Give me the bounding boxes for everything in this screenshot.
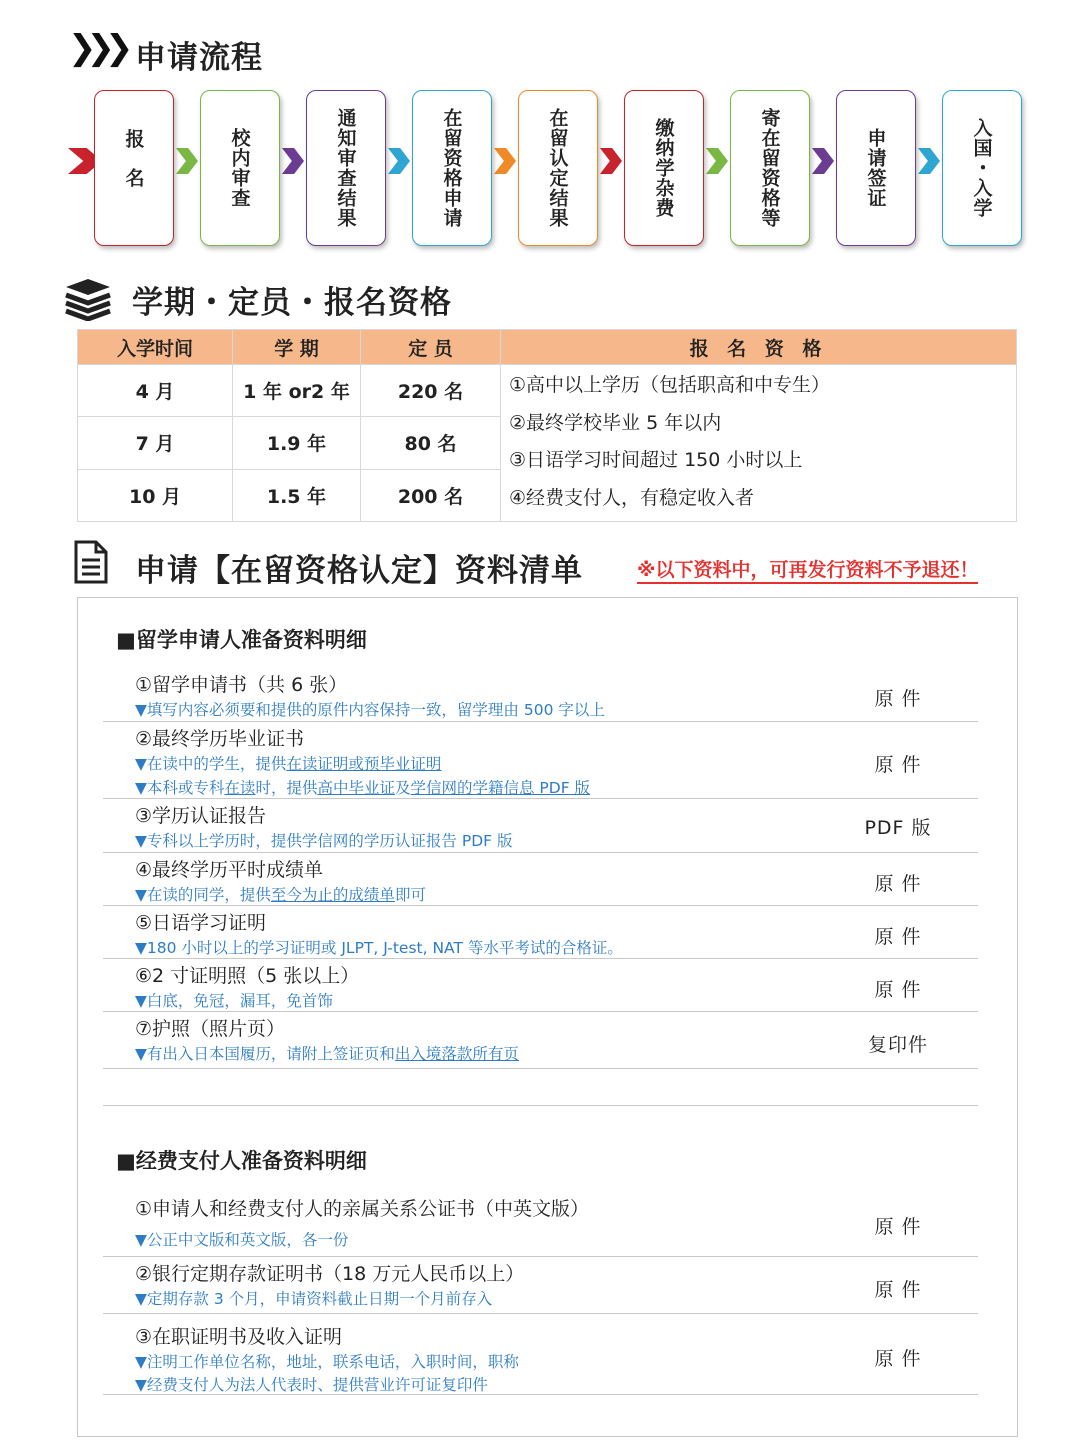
qualification-item: ④经费支付人，有稳定收入者 <box>509 486 755 509</box>
process-title: 申请流程 <box>135 40 263 76</box>
terms-title: 学期・定员・报名资格 <box>132 285 452 321</box>
warning-note: ※以下资料中，可再发行资料不予退还！ <box>637 555 978 584</box>
item-note: ▼专科以上学历时，提供学信网的学历认证报告 PDF 版 <box>135 832 513 850</box>
item-type: PDF 版 <box>864 817 932 839</box>
item-type: 原 件 <box>874 979 922 1001</box>
cell-month: 4 月 <box>78 365 233 417</box>
item-type: 原 件 <box>874 926 922 948</box>
list-item <box>103 906 978 959</box>
process-step: 在留资格申请 <box>412 90 492 246</box>
list-item <box>103 799 978 853</box>
item-name: ①留学申请书（共 6 张） <box>135 674 348 696</box>
item-note: ▼在读的同学，提供至今为止的成绩单即可 <box>135 886 426 904</box>
item-name: ②最终学历毕业证书 <box>135 728 305 750</box>
document-icon <box>74 540 108 584</box>
item-note: ▼经费支付人为法人代表时、提供营业许可证复印件 <box>135 1376 488 1394</box>
list-item <box>103 1320 978 1395</box>
arrow-icon <box>600 148 622 174</box>
item-note: ▼180 小时以上的学习证明或 JLPT, J-test, NAT 等水平考试的合格证。 <box>135 939 623 957</box>
item-name: ③在职证明书及收入证明 <box>135 1326 343 1348</box>
item-type: 原 件 <box>874 1348 922 1370</box>
item-name: ①申请人和经费支付人的亲属关系公证书（中英文版） <box>135 1198 590 1220</box>
cell-term: 1 年 or2 年 <box>233 365 361 417</box>
list-item <box>103 853 978 906</box>
item-type: 原 件 <box>874 873 922 895</box>
cell-quota: 220 名 <box>361 365 501 417</box>
column-header: 学 期 <box>233 330 361 365</box>
item-note: ▼有出入日本国履历，请附上签证页和出入境落款所有页 <box>135 1045 519 1063</box>
process-step: 寄在留资格等 <box>730 90 810 246</box>
item-type: 原 件 <box>874 1216 922 1238</box>
qualification-item: ①高中以上学历（包括职高和中专生） <box>509 374 831 396</box>
arrow-icon <box>176 148 198 174</box>
item-note: ▼公正中文版和英文版，各一份 <box>135 1231 349 1249</box>
cell-month: 7 月 <box>78 417 233 469</box>
cell-quota: 200 名 <box>361 469 501 521</box>
item-name: ④最终学历平时成绩单 <box>135 859 324 881</box>
documents-list <box>77 597 1018 1437</box>
item-type: 原 件 <box>874 688 922 710</box>
process-step: 缴纳学杂费 <box>624 90 704 246</box>
list-item <box>103 722 978 799</box>
item-note: ▼定期存款 3 个月，申请资料截止日期一个月前存入 <box>135 1290 493 1308</box>
qualification-item: ②最终学校毕业 5 年以内 <box>509 411 722 434</box>
arrow-icon <box>812 148 834 174</box>
item-note: ▼白底，免冠，漏耳，免首饰 <box>135 992 333 1010</box>
table-row <box>78 365 1017 417</box>
item-name: ②银行定期存款证明书（18 万元人民币以上） <box>135 1263 525 1285</box>
item-type: 复印件 <box>867 1034 928 1056</box>
column-header: 报 名 资 格 <box>501 330 1017 365</box>
table-header-row <box>78 330 1017 365</box>
column-header: 入学时间 <box>78 330 233 365</box>
arrow-icon <box>282 148 304 174</box>
arrow-icon <box>388 148 410 174</box>
process-step: 校内审查 <box>200 90 280 246</box>
sponsor-section-title: ■经费支付人准备资料明细 <box>116 1149 367 1173</box>
column-header: 定 员 <box>361 330 501 365</box>
process-step: 申请签证 <box>836 90 916 246</box>
cell-quota: 80 名 <box>361 417 501 469</box>
item-name: ⑤日语学习证明 <box>135 912 267 934</box>
books-icon <box>64 277 112 321</box>
arrow-icon <box>494 148 516 174</box>
list-item <box>103 668 978 722</box>
cell-month: 10 月 <box>78 469 233 521</box>
item-note: ▼在读中的学生，提供在读证明或预毕业证明 <box>135 755 442 773</box>
list-item <box>103 1192 978 1257</box>
item-name: ③学历认证报告 <box>135 805 267 827</box>
triple-chevron-icon: ❯❯❯ <box>68 28 124 68</box>
applicant-section-title: ■留学申请人准备资料明细 <box>116 628 367 652</box>
cell-term: 1.9 年 <box>233 417 361 469</box>
item-name: ⑦护照（照片页） <box>135 1018 286 1040</box>
list-item <box>103 959 978 1012</box>
process-step: 在留认定结果 <box>518 90 598 246</box>
process-step: 通知审查结果 <box>306 90 386 246</box>
cell-term: 1.5 年 <box>233 469 361 521</box>
process-step: 入国・入学 <box>942 90 1022 246</box>
process-step: 报名 <box>94 90 174 246</box>
item-type: 原 件 <box>874 754 922 776</box>
item-note: ▼本科或专科在读时，提供高中毕业证及学信网的学籍信息 PDF 版 <box>135 779 591 797</box>
arrow-icon <box>706 148 728 174</box>
item-note: ▼注明工作单位名称，地址，联系电话，入职时间，职称 <box>135 1353 519 1371</box>
arrow-icon <box>918 148 940 174</box>
divider <box>103 1105 978 1106</box>
list-item <box>103 1257 978 1314</box>
item-note: ▼填写内容必须要和提供的原件内容保持一致，留学理由 500 字以上 <box>135 701 605 719</box>
item-type: 原 件 <box>874 1279 922 1301</box>
item-name: ⑥2 寸证明照（5 张以上） <box>135 965 360 987</box>
terms-table <box>77 329 1017 522</box>
qualifications-cell <box>501 365 1017 522</box>
list-item <box>103 1012 978 1069</box>
docs-title: 申请【在留资格认定】资料清单 <box>135 553 583 589</box>
qualification-item: ③日语学习时间超过 150 小时以上 <box>509 449 803 471</box>
